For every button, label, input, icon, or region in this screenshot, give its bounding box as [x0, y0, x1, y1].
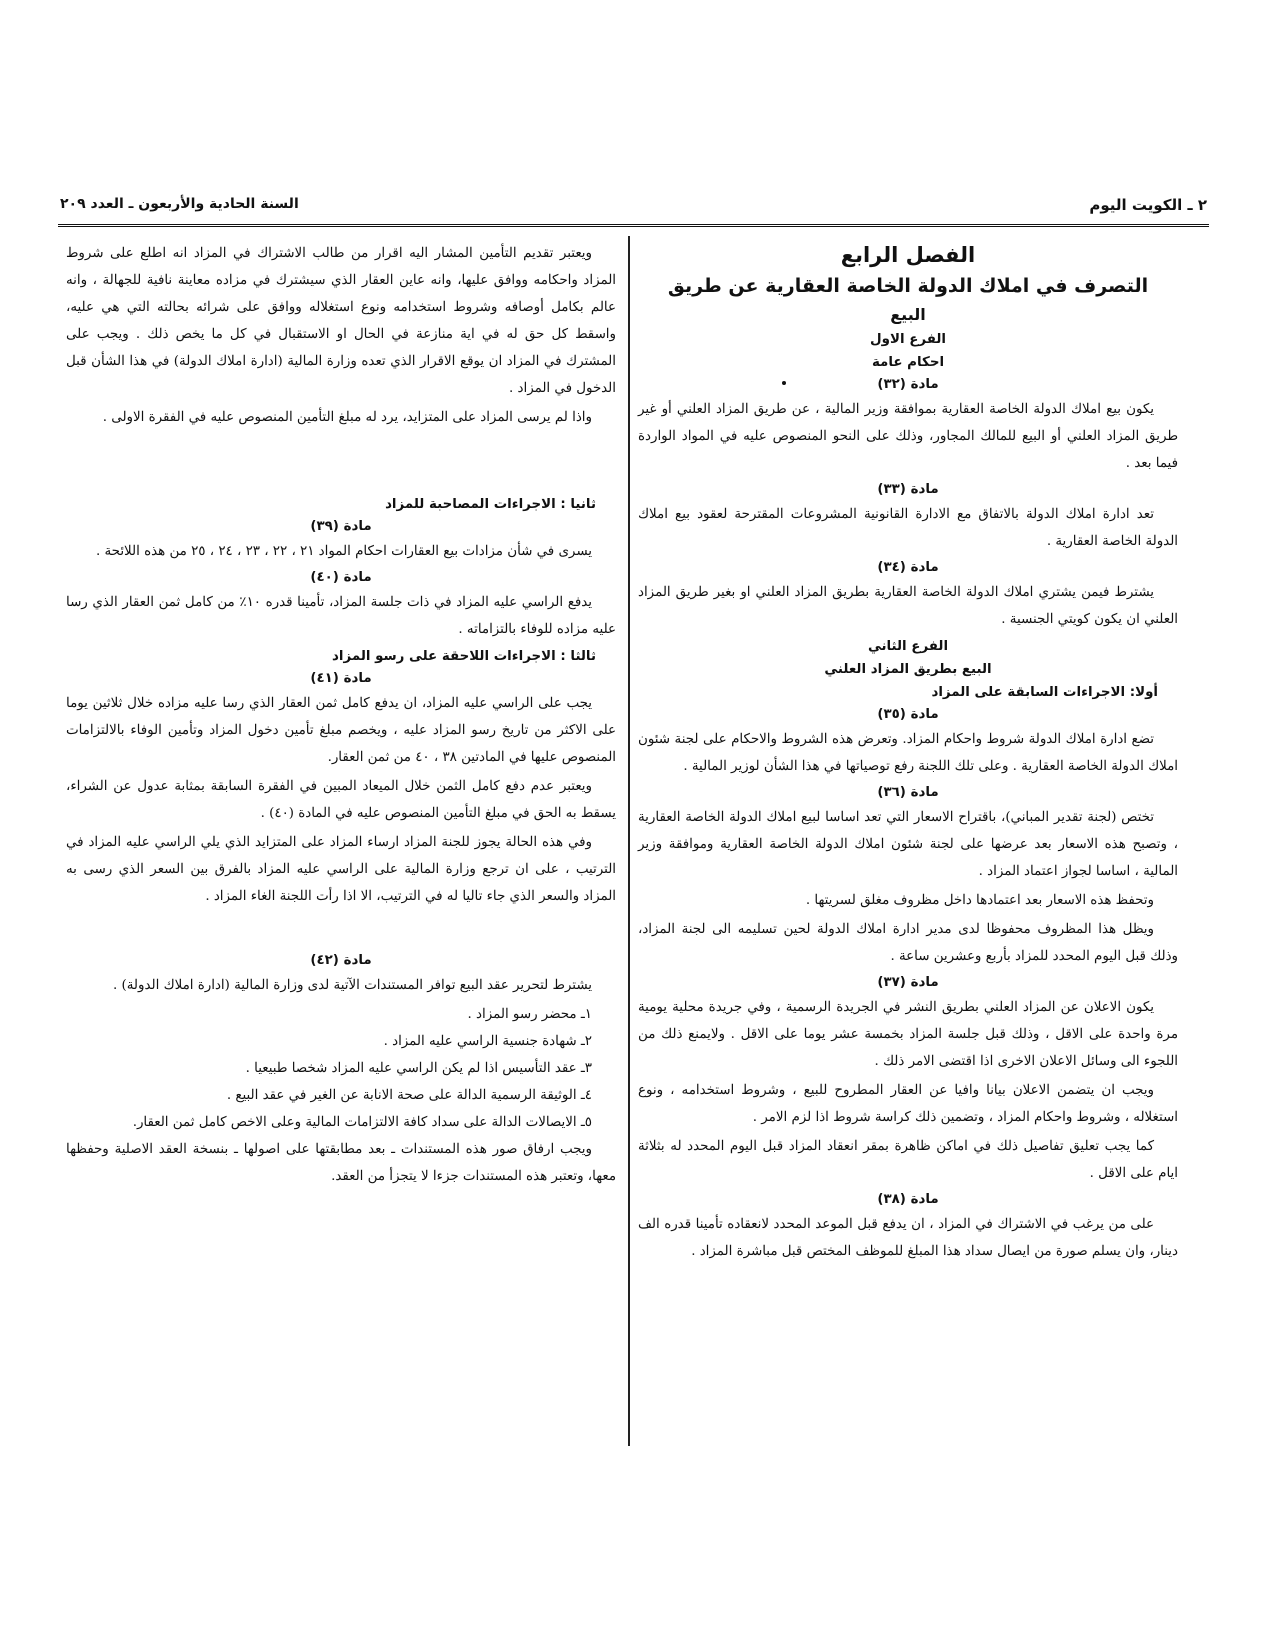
section-subheading: احكام عامة	[871, 355, 945, 370]
spacer	[66, 433, 616, 493]
header-rule	[58, 224, 1209, 227]
article-text: تضع ادارة املاك الدولة شروط واحكام المزاد. وتعرض هذه الشروط والاحكام على لجنة شئون املاك الدولة الخاصة العقارية . وعلى تلك اللجنة رفع توصياتها في هذا الشأن لوزير المالية .	[638, 732, 1178, 774]
issue-info: السنة الحادية والأربعون ـ العدد ٢٠٩	[60, 196, 299, 212]
section-heading: الفرع الثاني	[867, 639, 949, 654]
article-heading: مادة (٣٤)	[877, 560, 939, 575]
article-text: ويظل هذا المظروف محفوظا لدى مدير ادارة املاك الدولة لحين تسليمه الى لجنة المزاد، وذلك قبل اليوم المحدد للمزاد بأربع وعشرين ساعة .	[638, 922, 1178, 964]
article-heading: مادة (٤١)	[310, 671, 372, 686]
list-item: ٣ـ عقد التأسيس اذا لم يكن الراسي عليه المزاد شخصا طبيعيا .	[245, 1061, 592, 1076]
article-heading: مادة (٣٧)	[877, 975, 939, 990]
article-text: يشترط لتحرير عقد البيع توافر المستندات الآتية لدى وزارة المالية (ادارة املاك الدولة) .	[113, 978, 592, 993]
chapter-subtitle: التصرف في املاك الدولة الخاصة العقارية عن طريق	[667, 275, 1149, 297]
chapter-title: الفصل الرابع	[840, 243, 976, 267]
article-text: وتحفظ هذه الاسعار بعد اعتمادها داخل مظروف مغلق لسريتها .	[805, 893, 1154, 908]
article-heading: مادة (٣٥)	[877, 707, 939, 722]
article-text: ويجب ان يتضمن الاعلان بيانا وافيا عن العقار المطروح للبيع ، وشروط استخدامه ، ونوع استغلاله ، وشروط واحكام المزاد ، وتضمين ذلك كراسة شروط اذا لزم الامر .	[638, 1083, 1178, 1125]
article-heading: مادة (٤٠)	[310, 570, 372, 585]
article-text: يكون الاعلان عن المزاد العلني بطريق النشر في الجريدة الرسمية ، وفي جريدة محلية يومية مرة واحدة على الاقل ، وذلك قبل جلسة المزاد بخمسة عشر يوما على الاقل . ولايمنع ذلك من اللجوء الى وسائل الاعلان الاخرى اذا اقتضى الامر ذلك .	[638, 1000, 1178, 1069]
article-text: ويعتبر تقديم التأمين المشار اليه اقرار من طالب الاشتراك في المزاد انه اطلع على شروط المزاد واحكامه ووافق عليها، وانه عاين العقار الذي سيشترك في مزاده معاينة نافية للجهالة ، وانه عالم بكامل أوصافه وشروط استخدامه ونوع استغلاله ووافق على شرائه بحالته التي هي عليه، واسقط كل حق له في اية منازعة في الحال او الاستقبال في كل ما يخص ذلك . ويجب على المشترك في المزاد ان يوقع الاقرار الذي تعده وزارة المالية (ادارة املاك الدولة) في هذا الشأن قبل الدخول في المزاد .	[66, 246, 616, 396]
article-text: كما يجب تعليق تفاصيل ذلك في اماكن ظاهرة بمقر انعقاد المزاد قبل اليوم المحدد له بثلاثة ايام على الاقل .	[638, 1139, 1178, 1181]
article-heading: مادة (٣٦)	[877, 785, 939, 800]
spacer	[66, 912, 616, 950]
part-heading: ثالثا : الاجراءات اللاحقة على رسو المزاد	[332, 649, 596, 664]
article-heading: مادة (٣٨)	[877, 1192, 939, 1207]
article-text: واذا لم يرسى المزاد على المتزايد، يرد له مبلغ التأمين المنصوص عليه في الفقرة الاولى .	[102, 410, 592, 425]
article-heading: مادة (٣٣)	[877, 482, 939, 497]
page-number-publication: ٢ ـ الكويت اليوم	[1089, 196, 1207, 214]
page-header	[60, 196, 1207, 218]
article-heading: مادة (٣٩)	[310, 519, 372, 534]
article-text: ويعتبر عدم دفع كامل الثمن خلال الميعاد المبين في الفقرة السابقة بمثابة عدول عن الشراء، يسقط به الحق في مبلغ التأمين المنصوص عليه في المادة (٤٠) .	[66, 779, 616, 821]
article-heading: مادة (٤٢)	[310, 953, 372, 968]
right-column	[638, 240, 1178, 1267]
section-subheading: البيع بطريق المزاد العلني	[824, 662, 992, 677]
left-column	[66, 240, 616, 1192]
list-item: ١ـ محضر رسو المزاد .	[467, 1007, 592, 1022]
article-text: ويجب ارفاق صور هذه المستندات ـ بعد مطابقتها على اصولها ـ بنسخة العقد الاصلية وحفظها معها، وتعتبر هذه المستندات جزءا لا يتجزأ من العقد.	[66, 1142, 616, 1184]
article-text: يشترط فيمن يشتري املاك الدولة الخاصة العقارية بطريق المزاد العلني او بغير طريق المزاد العلني ان يكون كويتي الجنسية .	[638, 585, 1178, 627]
article-text: تعد ادارة املاك الدولة بالاتفاق مع الادارة القانونية المشروعات المقترحة لعقود بيع املاك الدولة الخاصة العقارية .	[638, 507, 1178, 549]
article-text: يدفع الراسي عليه المزاد في ذات جلسة المزاد، تأمينا قدره ١٠٪ من كامل ثمن العقار الذي رسا عليه مزاده للوفاء بالتزاماته .	[66, 595, 616, 637]
chapter-subtitle-2: البيع	[890, 305, 926, 324]
section-heading: الفرع الاول	[870, 332, 946, 347]
article-text: وفي هذه الحالة يجوز للجنة المزاد ارساء المزاد على المتزايد الذي يلي الراسي عليه المزاد في الترتيب ، على ان ترجع وزارة المالية على الراسي عليه المزاد بالفرق بين السعر الذي رسى به المزاد والسعر الذي جاء تاليا له في الترتيب، الا اذا رأت اللجنة الغاء المزاد .	[66, 835, 616, 904]
part-heading: ثانيا : الاجراءات المصاحبة للمزاد	[385, 497, 596, 512]
article-text: تختص (لجنة تقدير المباني)، باقتراح الاسعار التي تعد اساسا لبيع املاك الدولة الخاصة العقارية ، وتصبح هذه الاسعار بعد عرضها على لجنة شئون املاك الدولة الخاصة العقارية وموافقة وزير المالية ، اساسا لجواز اعتماد المزاد .	[638, 810, 1178, 879]
article-text: يجب على الراسي عليه المزاد، ان يدفع كامل ثمن العقار الذي رسا عليه مزاده خلال ثلاثين يوما على الاكثر من تاريخ رسو المزاد عليه ، ويخصم مبلغ تأمين دخول المزاد وتأمين الوفاء بالالتزامات المنصوص عليها في المادتين ٣٨ ، ٤٠ من ثمن العقار.	[66, 696, 616, 765]
list-item: ٥ـ الايصالات الدالة على سداد كافة الالتزامات المالية وعلى الاخص كامل ثمن العقار.	[132, 1115, 592, 1130]
part-heading: أولا: الاجراءات السابقة على المزاد	[931, 685, 1158, 700]
article-heading: مادة (٣٢)	[877, 377, 939, 392]
list-item: ٢ـ شهادة جنسية الراسي عليه المزاد .	[383, 1034, 592, 1049]
article-text: على من يرغب في الاشتراك في المزاد ، ان يدفع قبل الموعد المحدد لانعقاده تأمينا قدره الف دينار، وان يسلم صورة من ايصال سداد هذا المبلغ للموظف المختص قبل مباشرة المزاد .	[638, 1217, 1178, 1259]
article-text: يكون بيع املاك الدولة الخاصة العقارية بموافقة وزير المالية ، عن طريق المزاد العلني أو غير طريق المزاد العلني أو البيع للمالك المجاور، وذلك على النحو المنصوص عليه في المواد الواردة فيما بعد .	[638, 402, 1178, 471]
article-text: يسرى في شأن مزادات بيع العقارات احكام المواد ٢١ ، ٢٢ ، ٢٣ ، ٢٤ ، ٢٥ من هذه اللائحة .	[95, 544, 592, 559]
list-item: ٤ـ الوثيقة الرسمية الدالة على صحة الانابة عن الغير في عقد البيع .	[226, 1088, 592, 1103]
column-divider	[628, 236, 630, 1446]
